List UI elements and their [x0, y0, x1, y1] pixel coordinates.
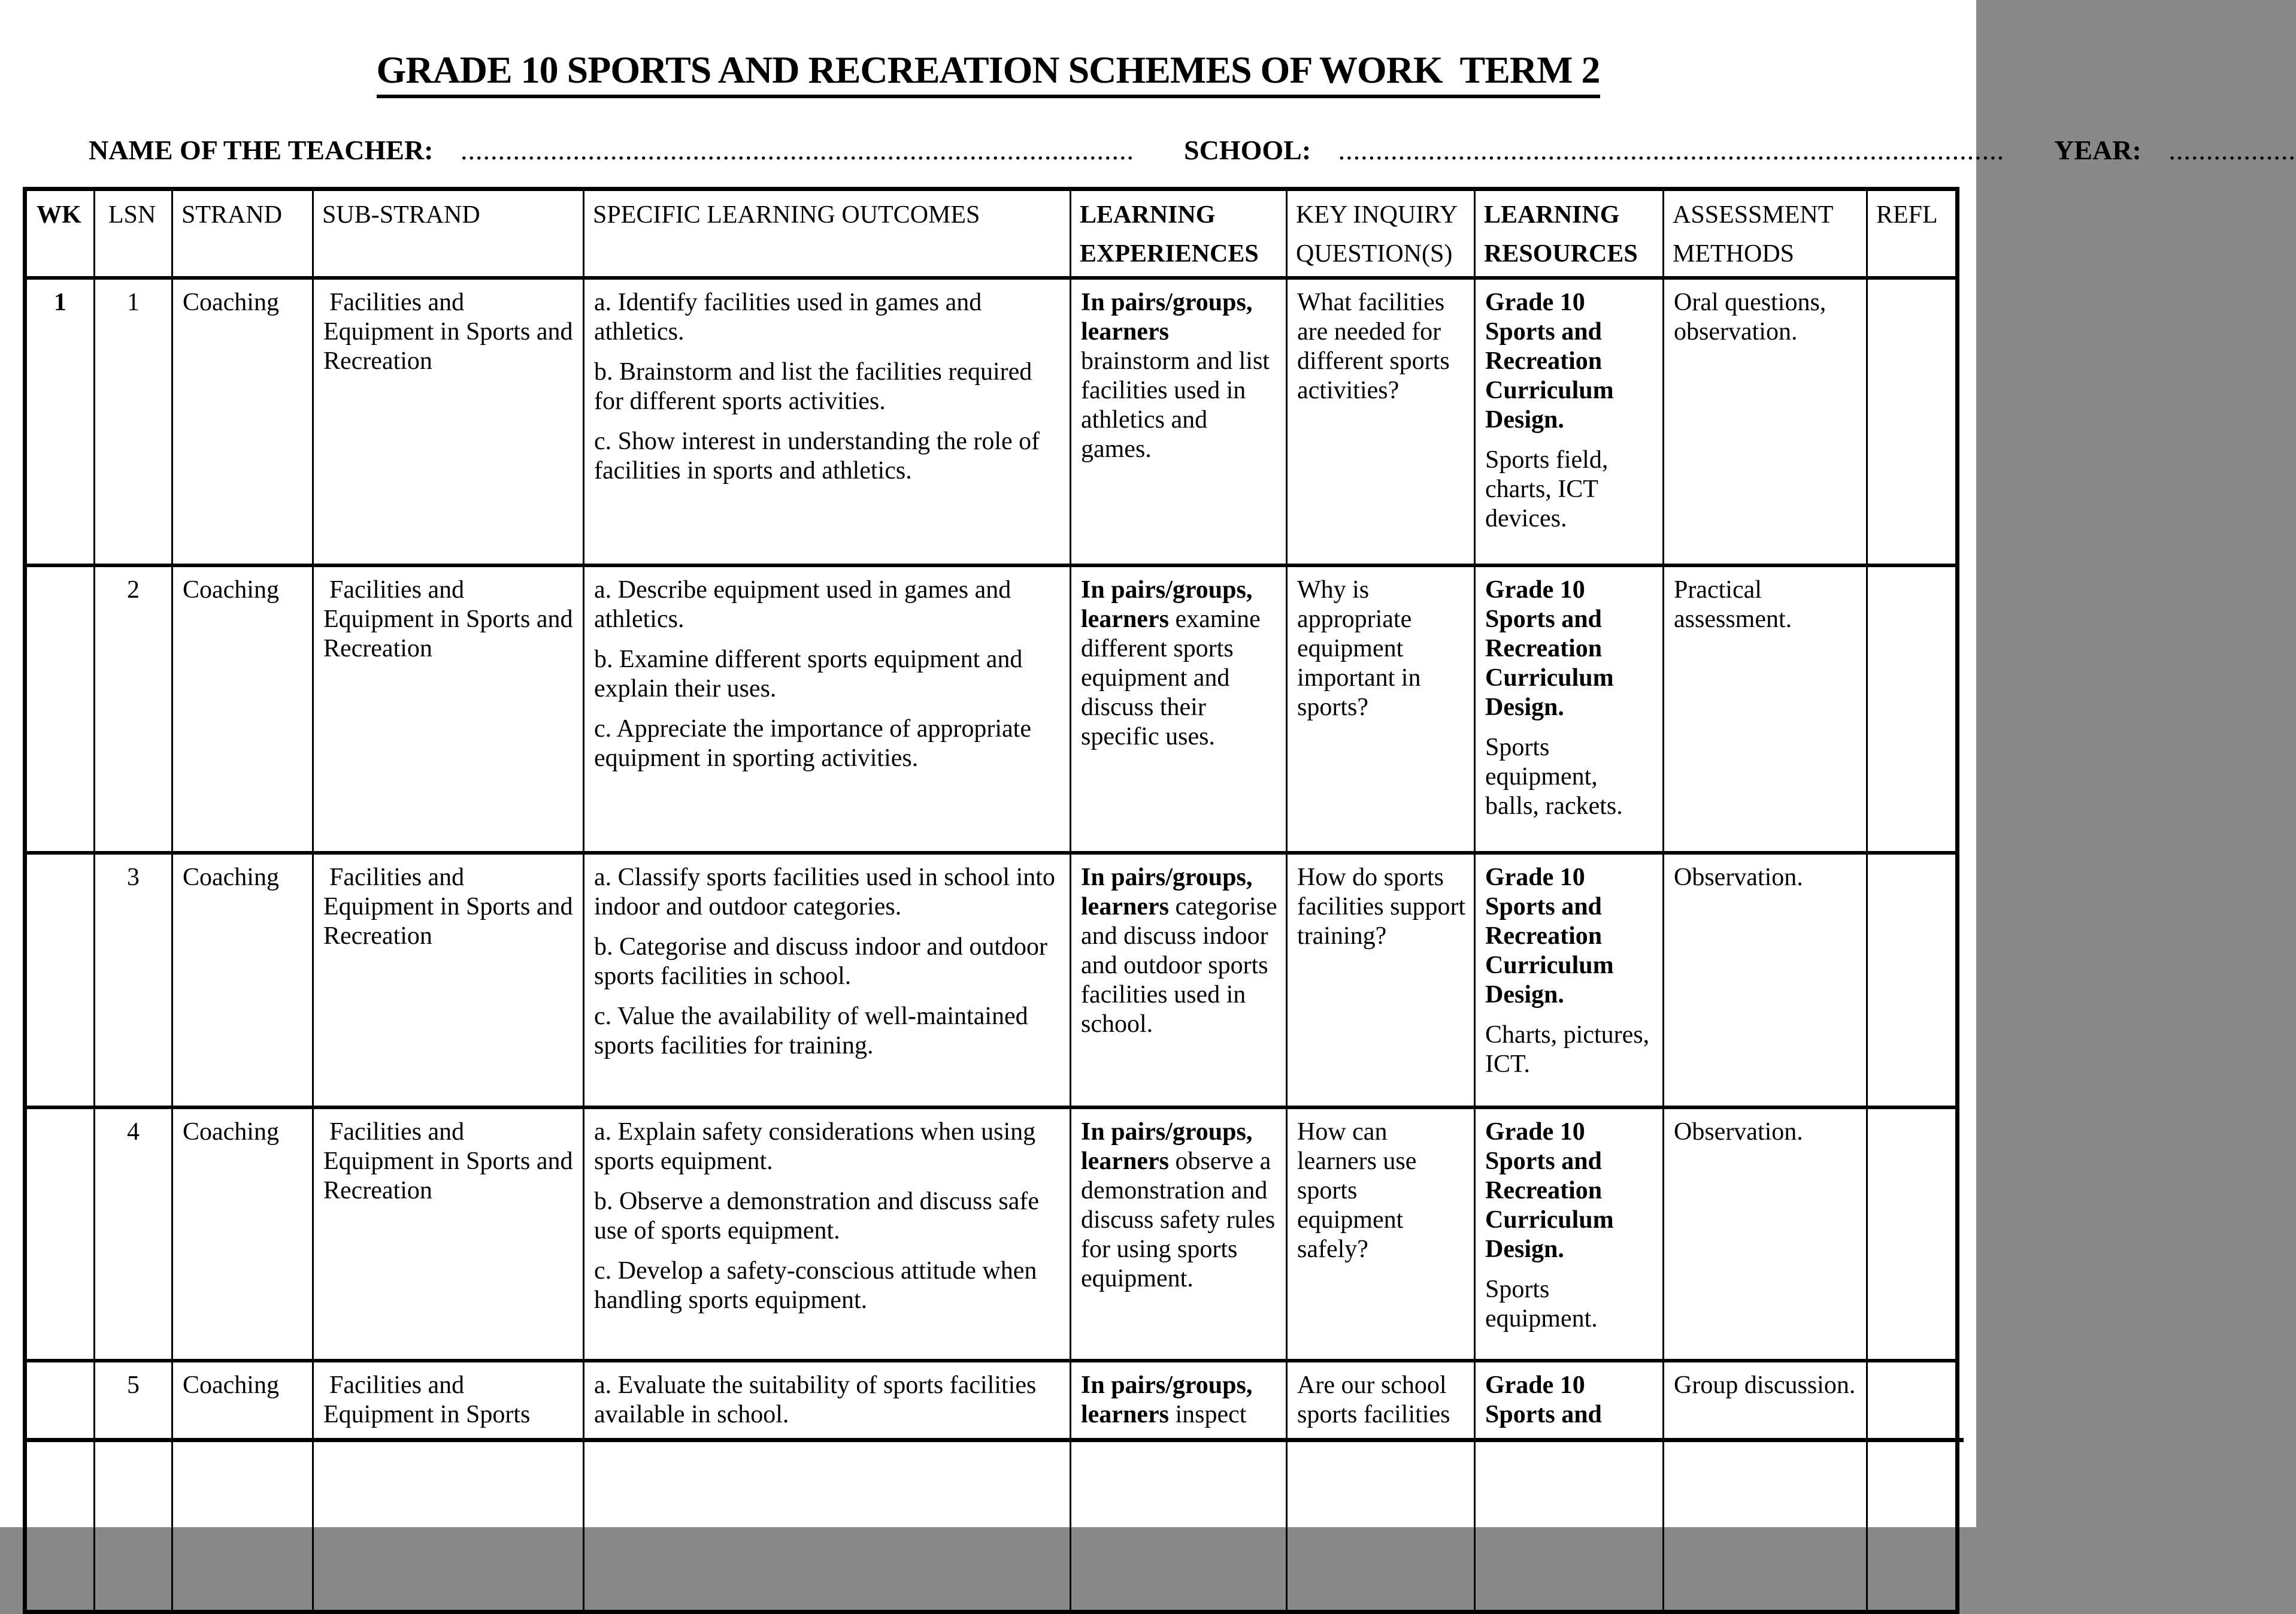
text-segment: a. Identify facilities used in games and athletics. [594, 288, 982, 346]
sub-strand-cell [313, 853, 584, 1107]
assessment-cell [1664, 565, 1867, 853]
text-segment: examine different sports equipment and discuss their specific uses. [1081, 605, 1261, 751]
text-segment: b. Observe a demonstration and discuss safe use of sports equipment. [594, 1187, 1039, 1244]
lsn-cell [95, 278, 172, 565]
text-segment: What facilities are needed for different sports activities? [1297, 288, 1450, 404]
text-segment: c. Show interest in understanding the role of facilities in sports and athletics. [594, 428, 1040, 485]
text-segment: brainstorm and list facilities used in athletics and games. [1081, 347, 1270, 464]
year-label: YEAR: [2054, 135, 2141, 165]
text-segment: b. Categorise and discuss indoor and outdoor sports facilities in school. [594, 932, 1048, 990]
wk-cell [25, 278, 95, 565]
text-segment: b. Brainstorm and list the facilities required for different sports activities. [594, 358, 1032, 415]
table-row [25, 1361, 1958, 1612]
text-segment: In pairs/groups, learners [1081, 863, 1253, 920]
text-segment: Oral questions, observation. [1674, 288, 1826, 346]
school-label: SCHOOL: [1184, 135, 1311, 165]
col-header-assessment-methods: ASSESSMENT METHODS [1664, 189, 1867, 278]
assessment-cell [1664, 278, 1867, 565]
experiences-cell [1071, 853, 1287, 1107]
text-segment: Grade 10 Sports and Recreation Curriculum Design. [1485, 863, 1614, 1009]
wk-cell [25, 1361, 95, 1612]
text-segment: a. Explain safety considerations when using sports equipment. [594, 1118, 1036, 1175]
key-inquiry-cell [1287, 1361, 1475, 1612]
text-segment: Facilities and Equipment in Sports and Recreation [323, 1118, 573, 1204]
text-segment: Why is appropriate equipment important in sports? [1297, 576, 1421, 721]
text-segment: 1 [127, 288, 140, 316]
refl-cell [1867, 565, 1958, 853]
text-segment: Sports equipment, balls, rackets. [1485, 734, 1623, 820]
key-inquiry-cell [1287, 565, 1475, 853]
year-fill-in-blank: ................. [2168, 135, 2296, 165]
wk-cell [25, 853, 95, 1107]
col-header-lsn: LSN [95, 189, 172, 278]
outcomes-cell [584, 278, 1071, 565]
text-segment: How do sports facilities support training? [1297, 863, 1466, 950]
sub-strand-cell [313, 1361, 584, 1612]
text-segment: Sports field, charts, ICT devices. [1485, 446, 1609, 533]
school-fill-in-blank: ......................................................................................... [1338, 135, 2005, 165]
table-row [25, 278, 1958, 565]
text-segment: c. Appreciate the importance of appropriate equipment in sporting activities. [594, 715, 1031, 773]
strand-cell [172, 1361, 313, 1612]
refl-cell [1867, 853, 1958, 1107]
text-segment: 4 [127, 1118, 140, 1146]
text-segment: 3 [127, 863, 140, 891]
resources-cell [1475, 853, 1664, 1107]
key-inquiry-cell [1287, 278, 1475, 565]
text-segment: a. Evaluate the suitability of sports facilities available in school. [594, 1371, 1037, 1428]
text-segment: Grade 10 Sports and [1485, 1371, 1602, 1428]
text-segment: Facilities and Equipment in Sports and Recreation [323, 288, 573, 375]
text-segment: In pairs/groups, learners [1081, 1118, 1253, 1175]
col-header-specific-learning-outcomes: SPECIFIC LEARNING OUTCOMES [584, 189, 1071, 278]
experiences-cell [1071, 278, 1287, 565]
text-segment: Grade 10 Sports and Recreation Curriculum Design. [1485, 288, 1614, 434]
sub-strand-cell [313, 565, 584, 853]
text-segment: inspect [1168, 1400, 1247, 1428]
experiences-cell [1071, 565, 1287, 853]
text-segment: Coaching [183, 1371, 279, 1399]
lsn-cell [95, 853, 172, 1107]
title-row [0, 48, 1976, 98]
strand-cell [172, 1107, 313, 1361]
refl-cell [1867, 1361, 1958, 1612]
refl-cell [1867, 278, 1958, 565]
text-segment: 5 [127, 1371, 140, 1399]
wk-cell [25, 565, 95, 853]
col-header-learning-experiences: LEARNING EXPERIENCES [1071, 189, 1287, 278]
text-segment: Coaching [183, 863, 279, 891]
text-segment: Observation. [1674, 1118, 1803, 1146]
key-inquiry-cell [1287, 853, 1475, 1107]
text-segment: c. Value the availability of well-maintained sports facilities for training. [594, 1003, 1028, 1060]
sub-strand-cell [313, 1107, 584, 1361]
outcomes-cell [584, 1361, 1071, 1612]
resources-cell [1475, 1361, 1664, 1612]
text-segment: Practical assessment. [1674, 576, 1792, 633]
resources-cell [1475, 1107, 1664, 1361]
text-segment: Observation. [1674, 863, 1803, 891]
col-header-learning-resources: LEARNING RESOURCES [1475, 189, 1664, 278]
text-segment: categorise and discuss indoor and outdoor sports facilities used in school. [1081, 892, 1277, 1038]
experiences-cell [1071, 1107, 1287, 1361]
header-row [25, 189, 1958, 278]
teacher-school-year-line [89, 134, 2296, 166]
assessment-cell [1664, 1361, 1867, 1612]
schemes-of-work-table [23, 187, 1959, 1614]
schemes-of-work-table-wrap [23, 187, 1964, 1442]
table-row [25, 1107, 1958, 1361]
text-segment: How can learners use sports equipment safely? [1297, 1118, 1417, 1263]
wk-cell [25, 1107, 95, 1361]
text-segment: a. Describe equipment used in games and athletics. [594, 576, 1011, 633]
assessment-cell [1664, 853, 1867, 1107]
document-title: GRADE 10 SPORTS AND RECREATION SCHEMES OF WORK TERM 2 [377, 48, 1600, 98]
text-segment: Are our school sports facilities [1297, 1371, 1450, 1428]
text-segment: Grade 10 Sports and Recreation Curriculum Design. [1485, 576, 1614, 721]
lsn-cell [95, 1361, 172, 1612]
teacher-label: NAME OF THE TEACHER: [89, 135, 434, 165]
sub-strand-cell [313, 278, 584, 565]
text-segment: 1 [54, 288, 66, 316]
text-segment: Facilities and Equipment in Sports and Recreation [323, 863, 573, 950]
text-segment: 2 [127, 576, 140, 604]
text-segment: Grade 10 Sports and Recreation Curriculum Design. [1485, 1118, 1614, 1263]
strand-cell [172, 278, 313, 565]
text-segment: b. Examine different sports equipment and explain their uses. [594, 645, 1023, 702]
text-segment: c. Develop a safety-conscious attitude when handling sports equipment. [594, 1257, 1037, 1315]
lsn-cell [95, 1107, 172, 1361]
col-header-key-inquiry-questions: KEY INQUIRY QUESTION(S) [1287, 189, 1475, 278]
lsn-cell [95, 565, 172, 853]
col-header-sub-strand: SUB-STRAND [313, 189, 584, 278]
outcomes-cell [584, 853, 1071, 1107]
col-header-refl: REFL [1867, 189, 1958, 278]
text-segment: Coaching [183, 1118, 279, 1146]
strand-cell [172, 565, 313, 853]
text-segment: Coaching [183, 576, 279, 604]
teacher-fill-in-blank: .......................................................................................... [461, 135, 1134, 165]
text-segment: Facilities and Equipment in Sports [323, 1371, 531, 1428]
key-inquiry-cell [1287, 1107, 1475, 1361]
text-segment: In pairs/groups, learners [1081, 1371, 1253, 1428]
assessment-cell [1664, 1107, 1867, 1361]
text-segment: Charts, pictures, ICT. [1485, 1021, 1650, 1079]
text-segment: observe a demonstration and discuss safety rules for using sports equipment. [1081, 1147, 1276, 1293]
outcomes-cell [584, 1107, 1071, 1361]
text-segment: a. Classify sports facilities used in school into indoor and outdoor categories. [594, 863, 1055, 920]
text-segment: In pairs/groups, learners [1081, 288, 1253, 346]
table-row [25, 853, 1958, 1107]
col-header-strand: STRAND [172, 189, 313, 278]
resources-cell [1475, 278, 1664, 565]
col-header-wk: WK [25, 189, 95, 278]
text-segment: In pairs/groups, learners [1081, 576, 1253, 633]
table-body [25, 278, 1958, 1612]
text-segment: Group discussion. [1674, 1371, 1856, 1399]
table-row [25, 565, 1958, 853]
resources-cell [1475, 565, 1664, 853]
refl-cell [1867, 1107, 1958, 1361]
text-segment: Sports equipment. [1485, 1276, 1598, 1333]
text-segment: Facilities and Equipment in Sports and Recreation [323, 576, 573, 662]
table-header [25, 189, 1958, 278]
outcomes-cell [584, 565, 1071, 853]
strand-cell [172, 853, 313, 1107]
experiences-cell [1071, 1361, 1287, 1612]
text-segment: Coaching [183, 288, 279, 316]
